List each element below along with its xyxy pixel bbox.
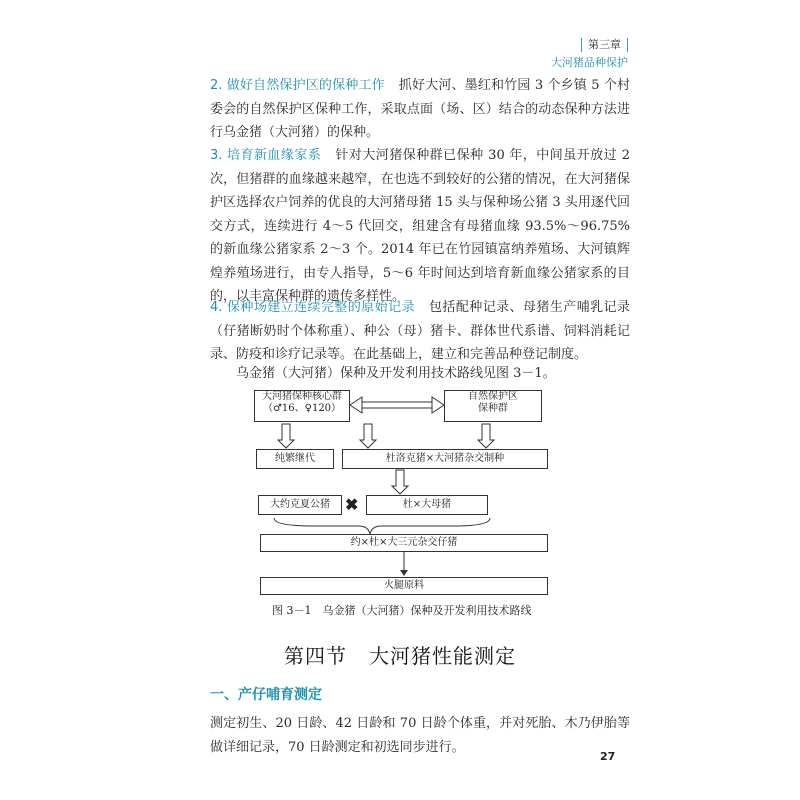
flowchart bbox=[254, 388, 554, 598]
nature-reserve-box bbox=[444, 390, 542, 422]
core-group-label: 大河猪保种核心群 bbox=[262, 391, 342, 402]
subsection-heading: 一、产仔哺育测定 bbox=[210, 687, 322, 703]
cross-icon: ✖ bbox=[345, 495, 359, 514]
paragraph-body: 抓好大河、墨红和竹园 3 个乡镇 5 个村委会的自然保护区保种工作，采取点面（场、区）结合的动态保种方法进行乌金猪（大河猪）的保种。 bbox=[210, 78, 630, 140]
yorkshire-boar-box: 大约克夏公猪 bbox=[258, 495, 342, 515]
core-breeding-group-box bbox=[254, 390, 350, 422]
running-header-title: 大河猪品种保护 bbox=[551, 56, 628, 69]
paragraph-body: 乌金猪（大河猪）保种及开发利用技术路线见图 3－1。 bbox=[236, 366, 556, 381]
paragraph-body: 包括配种记录、母猪生产哺乳记录（仔猪断奶时个体称重）、种公（母）猪卡、群体世代系谱、饲料消耗记录、防疫和诊疗记录等。在此基础上，建立和完善品种登记制度。 bbox=[210, 300, 630, 362]
section-number: 第四节 bbox=[284, 644, 347, 668]
running-header-chapter: 第三章 bbox=[581, 38, 628, 52]
ham-material-box: 火腿原料 bbox=[260, 577, 548, 595]
cross-sow-box: 杜×大母猪 bbox=[366, 495, 488, 515]
page-number: 27 bbox=[600, 750, 616, 763]
paragraph-figure-ref bbox=[210, 362, 630, 386]
core-group-count: （♂16、♀120） bbox=[262, 403, 342, 414]
paragraph-heading: 2. 做好自然保护区的保种工作 bbox=[210, 78, 385, 93]
three-way-cross-box: 约×杜×大三元杂交仔猪 bbox=[260, 534, 548, 552]
pure-breeding-box: 纯繁继代 bbox=[256, 449, 334, 469]
section-name: 大河猪性能测定 bbox=[369, 644, 516, 668]
paragraph-heading: 3. 培育新血缘家系 bbox=[210, 148, 322, 163]
paragraph-records bbox=[210, 296, 630, 367]
paragraph-body: 测定初生、20 日龄、42 日龄和 70 日龄个体重，并对死胎、木乃伊胎等做详细记录，70 日龄测定和初选同步进行。 bbox=[210, 716, 630, 755]
reserve-label-line1: 自然保护区 bbox=[468, 391, 518, 402]
duroc-cross-box: 杜洛克猪×大河猪杂交制种 bbox=[342, 449, 548, 469]
figure-caption: 图 3－1 乌金猪（大河猪）保种及开发利用技术路线 bbox=[272, 604, 532, 617]
reserve-label-line2: 保种群 bbox=[478, 403, 508, 414]
paragraph-body: 针对大河猪保种群已保种 30 年，中间虽开放过 2 次，但猪群的血缘越来越窄，在也选不到较好的公猪的情况，在大河猪保护区选择农户饲养的优良的大河猪母猪 15 头与保种场公猪 3 头用逐代回交方式，连续进行 4～5 代回交，组建含有母猪血缘 93.5%～96.75% 的新血缘公猪家系 2～3 个。2014 年已在竹园镇富纳养殖场、大河镇辉煌养殖场进行，由专人指导，5～6 年时间达到培育新血缘公猪家系的目的，以丰富保种群的遗传多样性。 bbox=[210, 148, 630, 304]
paragraph-measurement bbox=[210, 712, 630, 759]
paragraph-new-bloodline bbox=[210, 144, 630, 309]
paragraph-nature-reserve bbox=[210, 74, 630, 145]
section-title bbox=[0, 640, 800, 669]
paragraph-heading: 4. 保种场建立连续完整的原始记录 bbox=[210, 300, 415, 315]
